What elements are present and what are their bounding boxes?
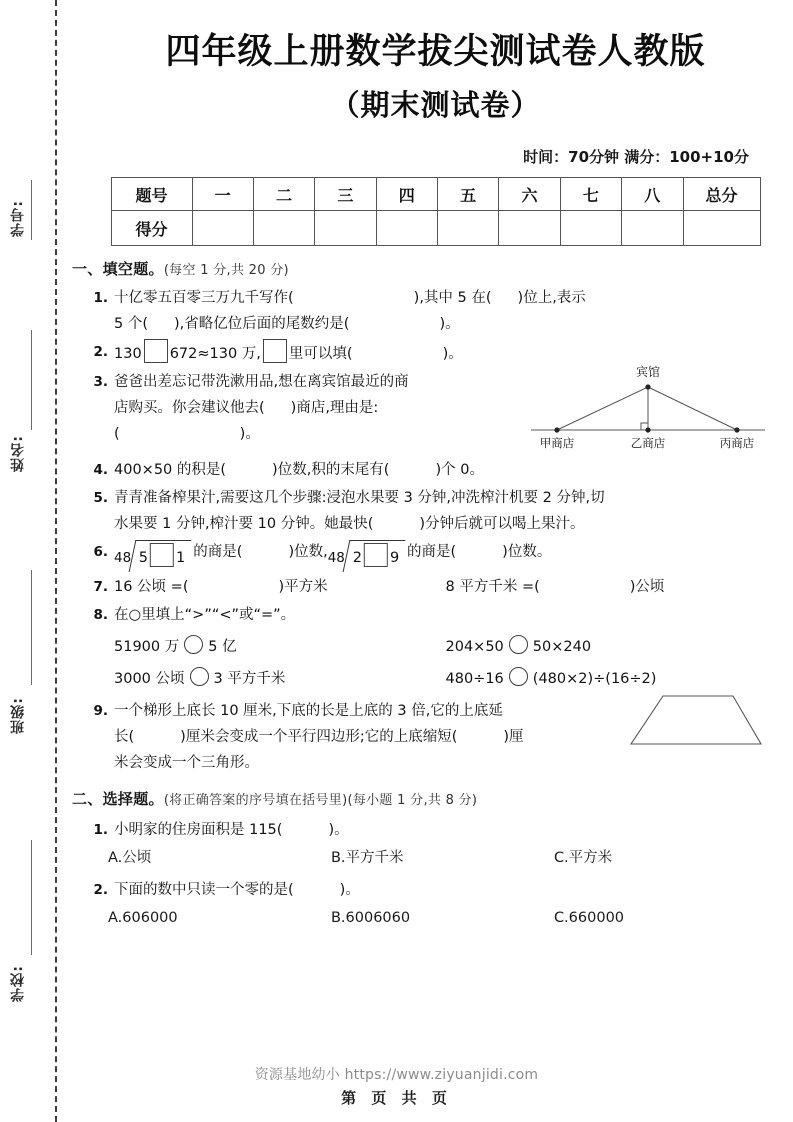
q2-b: 672≈130 万, [169,346,261,363]
question-fill-3 [82,369,523,447]
divisor-2: 48 [327,550,345,567]
page-footer [0,1064,793,1108]
left-margin-strip [0,0,78,1122]
question-number: 1. [93,290,108,307]
question-number: 4. [93,462,108,479]
c2-stem-b: )。 [339,882,360,899]
long-division-2 [328,540,403,572]
margin-label-school: 学校: [10,965,26,1002]
question-number: 2. [93,882,108,899]
digit-box[interactable] [150,543,174,567]
comparison-circle[interactable] [509,635,528,654]
question-number: 9. [93,703,108,720]
score-cell-5[interactable] [438,211,499,246]
question-choice-2 [82,877,777,903]
c1-stem-b: )。 [328,822,349,839]
question-fill-5 [82,485,777,537]
score-cell-8[interactable] [622,211,683,246]
dividend-1-left: 5 [138,550,149,567]
q3-line3-b: )。 [239,426,260,443]
choice-option-b[interactable]: B.平方千米 [330,850,404,867]
question-number: 1. [93,822,108,839]
margin-rule-3 [31,570,32,685]
question-body [114,602,777,692]
q2-a: 130 [114,346,142,363]
section-1-title: 一、填空题。 [72,260,164,279]
trapezoid-figure [621,690,771,756]
margin-label-student-id: 学号: [10,200,26,237]
watermark-text: 资源基地幼小 https://www.ziyuanjidi.com [254,1067,539,1083]
question-body [114,877,777,903]
choice-option-b[interactable]: B.6006060 [330,910,411,927]
score-table-row-label-1: 题号 [111,178,192,211]
q1-line1-b: ),其中 5 在( [413,290,492,307]
q5-line2-a: 水果要 1 分钟,榨汁要 10 分钟。她最快( [114,516,374,533]
margin-label-class: 班级: [10,697,26,734]
question-body [114,339,777,367]
page-title: 四年级上册数学拔尖测试卷人教版 [165,32,706,72]
q7-right-a: 8 平方千米 =( [445,579,540,596]
question-fill-2 [82,339,777,367]
digit-box[interactable] [144,339,168,363]
digit-box[interactable] [364,543,388,567]
comparison-circle[interactable] [509,667,528,686]
margin-label-name: 姓名: [10,435,26,472]
title-block [78,0,793,124]
score-table-col-2: 二 [253,178,314,211]
score-table-col-4: 四 [376,178,437,211]
score-table-total-header: 总分 [683,178,760,211]
q8-prompt: 在○里填上“>”“<”或“=”。 [114,607,296,624]
q6-mid-a: 的商是( [193,544,243,561]
q4-b: )位数,积的末尾有( [272,462,390,479]
q5-line2-b: )分钟后就可以喝上果汁。 [419,516,585,533]
question-fill-1 [82,285,777,337]
score-cell-6[interactable] [499,211,560,246]
q8-row2-left [114,666,446,692]
q8-r1-right-b: 50×240 [532,639,592,656]
division-bracket [343,540,406,572]
hotel-shops-figure [523,363,773,457]
page-number-text: 第 页 共 页 [341,1089,452,1107]
q9-line1: 一个梯形上底长 10 厘米,下底的长是上底的 3 倍,它的上底延 [114,703,503,720]
question-body [114,698,621,776]
trapezoid-diagram [621,690,771,752]
q8-r1-right-a: 204×50 [445,639,504,656]
score-table-row-label-2: 得分 [111,211,192,246]
question-number: 7. [93,579,108,596]
question-fill-7 [82,574,777,600]
question-body [114,574,777,600]
question-body [114,457,777,483]
fold-dashed-line [55,0,57,1122]
comparison-circle[interactable] [190,667,209,686]
q9-line2-b: )厘米会变成一个平行四边形;它的上底缩短( [180,729,458,746]
table-row [111,178,760,211]
q3-line2-b: )商店,理由是: [290,400,379,417]
q8-row1-left [114,634,446,660]
choice-option-c[interactable]: C.660000 [553,910,625,927]
q6-mid-b: )位数, [288,544,328,561]
question-fill-6 [82,539,777,572]
question-fill-4 [82,457,777,483]
score-cell-1[interactable] [192,211,253,246]
q8-r2-left-a: 3000 公顷 [114,671,185,688]
question-number: 5. [93,490,108,507]
q1-line1-a: 十亿零五百零三万九千写作( [114,290,294,307]
hotel-triangle-diagram [523,363,773,453]
choice-option-a[interactable]: A.公顷 [108,850,152,867]
score-table [111,177,761,246]
choice-options-2 [82,905,777,931]
q7-right-b: )公顷 [629,579,665,596]
question-fill-9 [82,698,621,776]
choice-options-1 [82,845,777,871]
exam-meta-line: 时间：70分钟 满分：100+10分 [523,148,749,167]
exam-sheet [72,0,793,1122]
section-2-points: (将正确答案的序号填在括号里)(每小题 1 分,共 8 分) [163,793,478,809]
divisor-1: 48 [114,550,132,567]
q6-tail-b: )位数。 [502,544,552,561]
c1-stem-a: 小明家的住房面积是 115( [114,822,283,839]
question-body [114,285,777,337]
figure-label-shop-bing: 丙商店 [719,436,755,451]
question-number: 6. [93,544,108,561]
q1-line1-c: )位上,表示 [517,290,586,307]
question-number: 2. [93,344,108,361]
q9-line3: 米会变成一个三角形。 [114,755,259,772]
question-body [114,369,523,447]
q9-line2-a: 长( [114,729,135,746]
figure-label-shop-jia: 甲商店 [539,436,575,451]
digit-box[interactable] [263,339,287,363]
score-cell-3[interactable] [315,211,376,246]
dividend-2-left: 2 [352,550,362,567]
q7-left-b: )平方米 [278,579,328,596]
section-2-title: 二、选择题。 [72,790,164,809]
long-division-1 [114,540,189,572]
figure-label-shop-yi: 乙商店 [630,436,666,451]
table-row [111,211,760,246]
margin-rule-2 [31,330,32,430]
q8-r2-right-a: 480÷16 [445,671,504,688]
question-choice-1 [82,817,777,843]
q1-line2-b: ),省略亿位后面的尾数约是( [174,316,350,333]
division-bracket [129,540,192,572]
question-number: 3. [93,374,108,391]
q6-tail-a: 的商是( [406,544,457,561]
q3-line1: 爸爸出差忘记带洗漱用品,想在离宾馆最近的商 [114,374,409,391]
score-table-col-7: 七 [560,178,621,211]
q1-line2-a: 5 个( [114,316,148,333]
q8-r2-left-b: 3 平方千米 [213,671,286,688]
score-cell-4[interactable] [376,211,437,246]
q7-left [114,574,446,600]
margin-rule-4 [31,840,32,955]
question-number: 8. [93,607,108,624]
score-table-wrapper [111,177,761,246]
q5-line1: 青青准备榨果汁,需要这几个步骤:浸泡水果要 3 分钟,冲洗榨汁机要 2 分钟,切 [114,490,605,507]
c2-stem-a: 下面的数中只读一个零的是( [114,882,294,899]
q7-left-a: 16 公顷 =( [114,579,189,596]
dividend-2-right: 9 [389,550,400,567]
q3-line3-a: ( [114,426,120,443]
score-table-col-1: 一 [192,178,253,211]
q2-c: 里可以填( [288,346,353,363]
score-cell-2[interactable] [253,211,314,246]
choice-option-c[interactable]: C.平方米 [553,850,613,867]
q8-r2-right-b: (480×2)÷(16÷2) [532,671,657,688]
score-table-col-6: 六 [499,178,560,211]
score-table-col-8: 八 [622,178,683,211]
question-body [114,539,777,572]
choice-option-a[interactable]: A.606000 [108,910,178,927]
q2-d: )。 [442,346,463,363]
section-1-points: (每空 1 分,共 20 分) [163,263,289,279]
section-heading-choice [72,788,777,809]
q1-line2-c: )。 [439,316,460,333]
section-heading-fill-in [72,258,777,279]
q8-row1-right [446,634,778,660]
comparison-circle[interactable] [184,635,203,654]
question-content [72,258,793,931]
score-cell-7[interactable] [560,211,621,246]
question-body [114,485,777,537]
q8-r1-left-a: 51900 万 [114,639,180,656]
page-subtitle: （期末测试卷） [330,88,541,123]
dividend-1-right: 1 [176,550,186,567]
score-cell-total[interactable] [683,211,760,246]
q4-c: )个 0。 [435,462,484,479]
figure-label-hotel: 宾馆 [635,365,661,380]
q8-row2-right [446,666,778,692]
score-table-col-3: 三 [315,178,376,211]
question-fill-8 [82,602,777,692]
question-body [114,817,777,843]
q8-r1-left-b: 5 亿 [208,639,237,656]
q3-line2-a: 店购买。你会建议他去( [114,400,265,417]
q7-right [446,574,778,600]
q9-line2-c: )厘 [503,729,524,746]
score-table-col-5: 五 [438,178,499,211]
q4-a: 400×50 的积是( [114,462,227,479]
